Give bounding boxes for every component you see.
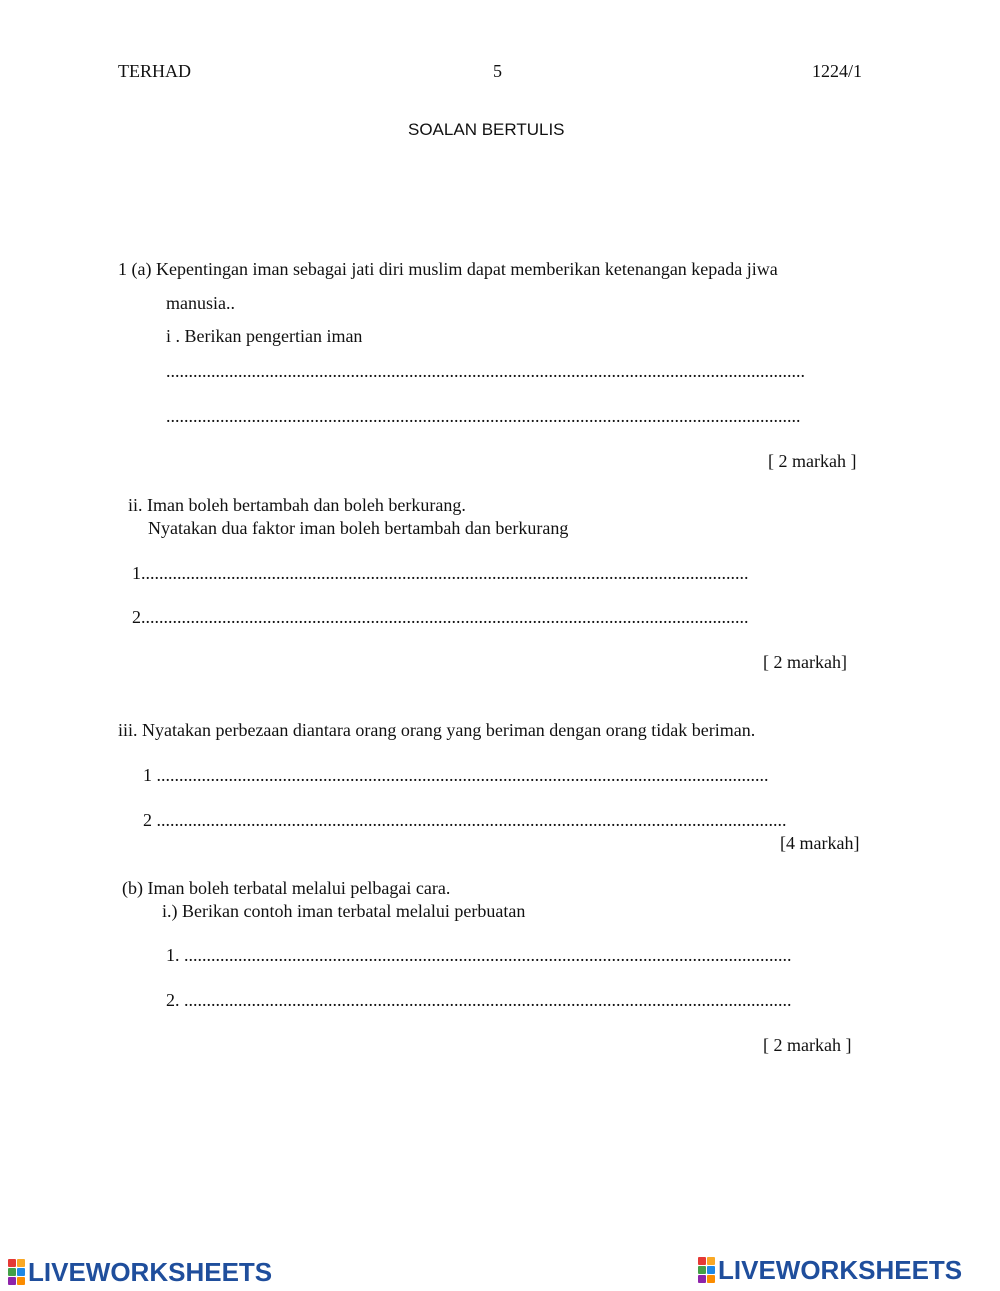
q1b-i-marks: [ 2 markah ]	[763, 1035, 852, 1055]
logo-block	[707, 1275, 715, 1283]
q1a-ii-answer-2[interactable]: 2.......................................................................................................................................	[132, 607, 749, 627]
q1a-intro-line2: manusia..	[166, 293, 235, 313]
logo-block	[707, 1266, 715, 1274]
q1a-intro-line1: 1 (a) Kepentingan iman sebagai jati diri muslim dapat memberikan ketenangan kepada jiwa	[118, 259, 778, 279]
q1a-ii-line1: ii. Iman boleh bertambah dan boleh berkurang.	[128, 495, 466, 515]
logo-block	[698, 1275, 706, 1283]
q1a-iii-answer-1[interactable]: 1 ........................................................................................................................................	[143, 765, 769, 785]
q1b-i-answer-1[interactable]: 1. .......................................................................................................................................	[166, 945, 792, 965]
q1a-iii-answer-2[interactable]: 2 ............................................................................................................................................	[143, 810, 787, 830]
logo-block	[707, 1257, 715, 1265]
q1b-i-prompt: i.) Berikan contoh iman terbatal melalui perbuatan	[162, 901, 526, 921]
q1a-iii-prompt: iii. Nyatakan perbezaan diantara orang orang yang beriman dengan orang tidak beriman.	[118, 720, 756, 740]
liveworksheets-logo-right[interactable]	[698, 1255, 962, 1285]
logo-block	[698, 1257, 706, 1265]
logo-block	[17, 1268, 25, 1276]
q1b-line1: (b) Iman boleh terbatal melalui pelbagai cara.	[122, 878, 451, 898]
q1a-i-answer-line-1[interactable]: ..............................................................................................................................................	[166, 361, 805, 381]
logo-block	[8, 1259, 16, 1267]
header-restricted-label: TERHAD	[118, 61, 191, 81]
paper-code: 1224/1	[812, 61, 863, 81]
q1a-i-prompt: i . Berikan pengertian iman	[166, 326, 363, 346]
q1a-i-answer-line-2[interactable]: .............................................................................................................................................	[166, 406, 801, 426]
logo-blocks-icon	[698, 1257, 715, 1283]
liveworksheets-logo-left[interactable]	[8, 1257, 272, 1287]
page-number: 5	[493, 61, 502, 81]
logo-block	[698, 1266, 706, 1274]
q1a-ii-line2: Nyatakan dua faktor iman boleh bertambah dan berkurang	[148, 518, 569, 538]
logo-block	[17, 1259, 25, 1267]
logo-text: LIVEWORKSHEETS	[28, 1257, 273, 1287]
logo-blocks-icon	[8, 1259, 25, 1285]
logo-text: LIVEWORKSHEETS	[718, 1255, 963, 1285]
page-title: SOALAN BERTULIS	[408, 120, 565, 139]
logo-block	[17, 1277, 25, 1285]
q1b-i-answer-2[interactable]: 2. .......................................................................................................................................	[166, 990, 792, 1010]
q1a-i-marks: [ 2 markah ]	[768, 451, 857, 471]
q1a-ii-answer-1[interactable]: 1.......................................................................................................................................	[132, 563, 749, 583]
q1a-iii-marks: [4 markah]	[780, 833, 860, 853]
logo-block	[8, 1277, 16, 1285]
q1a-ii-marks: [ 2 markah]	[763, 652, 847, 672]
logo-block	[8, 1268, 16, 1276]
